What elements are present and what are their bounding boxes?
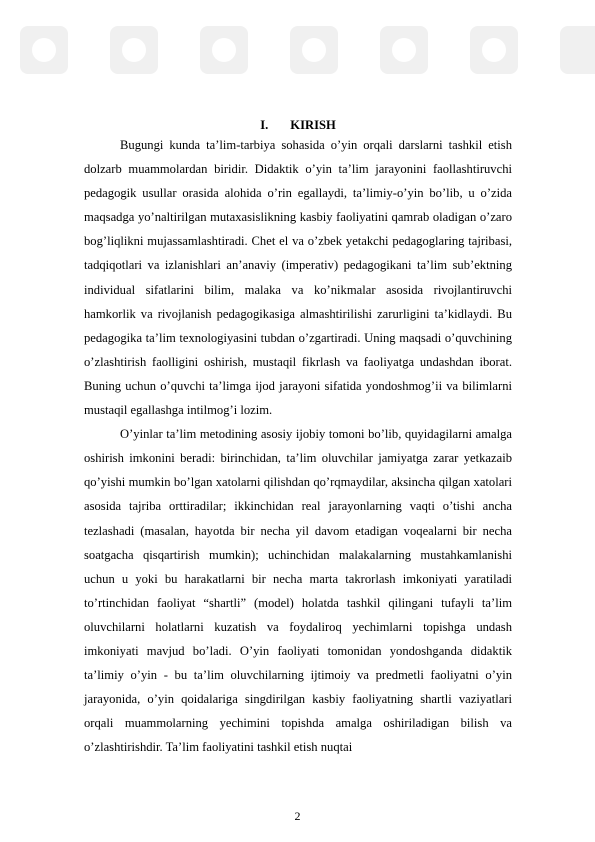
document-body: [84, 117, 512, 759]
paragraph-2: O’yinlar ta’lim metodining asosiy ijobiy tomoni bo’lib, quyidagilarni amalga oshirish imkonini beradi: birinchidan, ta’lim oluvchilar jamiyatga zarar yetkazaib qo’yishi mumkin bo’lgan xatolarni qilishdan qo’rqmaydilar, aksincha qilgan xatolari asosida tajriba orttiradilar; ikkinchidan real jarayonlarning vaqti o’tishi ancha tezlashadi (masalan, hayotda bir necha yil davom etadigan voqealarni bir necha soatgacha qisqartirish mumkin); uchinchidan malakalarning mustahkamlanishi uchun u yoki bu harakatlarni bir necha marta takrorlash imkoniyati yaratiladi to’rtinchidan faoliyat “shartli” (model) holatda tashkil qilingani tufayli ta’lim oluvchilarni holatlarni kuzatish va foydaliroq yechimlarni topishga undash imkoniyati mavjud bo’ladi. O’yin faoliyati tomonidan yondoshganda didaktik ta’limiy o’yin - bu ta’lim oluvchilarning ijtimoiy va predmetli faoliyatni o’yin jarayonida, o’yin qoidalariga singdirilgan kasbiy faoliyatning shartli vaziyatlari orqali muammolarning yechimini topishda amalga oshiriladigan bilish va o’zlashtirishdir. Ta’lim faoliyatini tashkil etish nuqtai: [84, 427, 512, 755]
paragraph-1: Bugungi kunda ta’lim-tarbiya sohasida o’yin orqali darslarni tashkil etish dolzarb muammolardan biridir. Didaktik o’yin ta’lim jarayonini faollashtiruvchi pedagogik usullar orasida alohida o’rin egallaydi, ta’limiy-o’yin bo’lib, u o’zida maqsadga yo’naltirilgan mutaxasislikning kasbiy faoliyatini qamrab oladigan o’zaro bog’liqlikni mujassamlashtiradi. Chet el va o’zbek yetakchi pedagoglaring tajribasi, tadqiqotlari va izlanishlari an’anaviy (imperativ) pedagogikani ta’lim sub’ektning individual sifatlarini bilim, malaka va ko’nikmalar asosida rivojlantiruvchi hamkorlik va rivojlanish pedagogikasiga almashtirilishi zarurligini ta’kidlaydi. Bu pedagogika ta’lim texnologiyasini tubdan o’zgartiradi. Uning maqsadi o’quvchining o’zlashtirish faolligini oshirish, mustaqil fikrlash va faoliyatga undashdan iborat. Buning uchun o’quvchi ta’limga ijod jarayoni sifatida yondoshmog’ii va bilimlarni mustaqil egallashga intilmog’i lozim.: [84, 138, 512, 418]
section-number: I.: [260, 118, 269, 132]
page-number: 2: [294, 809, 301, 823]
section-heading: [84, 117, 512, 133]
section-title: KIRISH: [290, 118, 336, 132]
